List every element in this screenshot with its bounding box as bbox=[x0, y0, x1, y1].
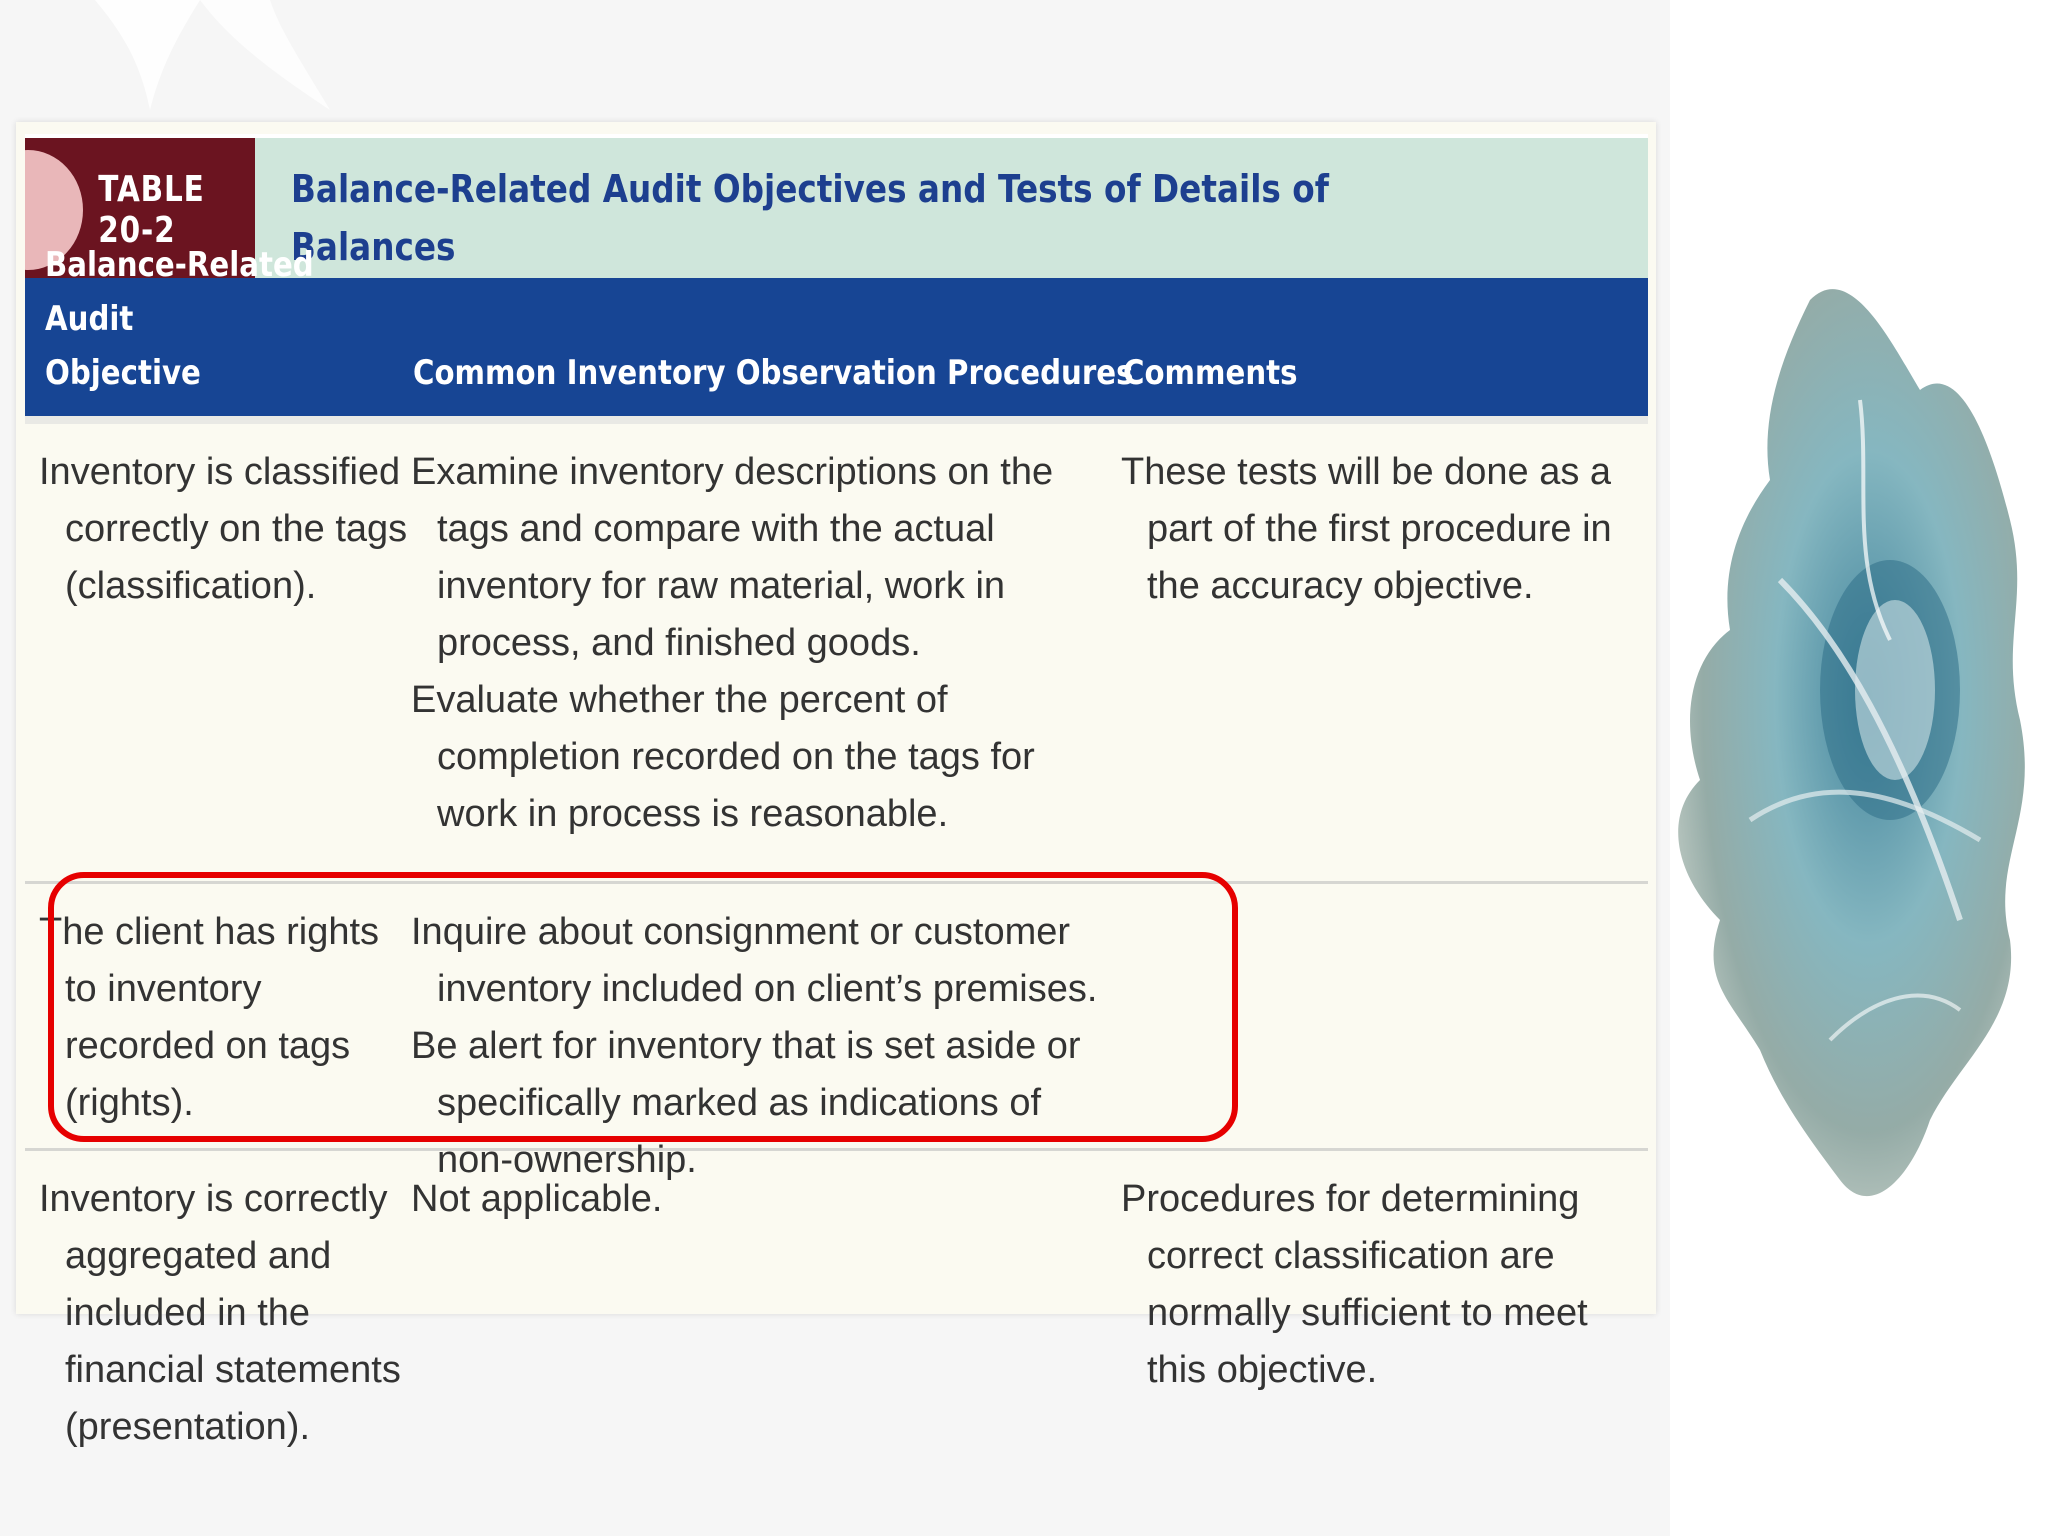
table-20-2 bbox=[16, 122, 1656, 1448]
table-row bbox=[25, 424, 1648, 884]
objective-cell bbox=[39, 444, 409, 615]
procedures-cell bbox=[411, 1171, 1121, 1228]
header-procedures: Common Inventory Observation Procedures bbox=[413, 353, 1134, 393]
comment-text: These tests will be done as a part of the first procedure in the accuracy objective. bbox=[1121, 451, 1612, 607]
header-objective-line-1: Balance-Related Audit bbox=[45, 245, 314, 339]
table-title-line-1: Balance-Related Audit Objectives and Tests of Details of Balances bbox=[291, 167, 1329, 269]
procedure-text: Be alert for inventory that is set aside or specifically marked as indications of non-ownership. bbox=[411, 1025, 1081, 1181]
abstract-paint-splash-icon bbox=[1660, 220, 2040, 1340]
procedure-text: Not applicable. bbox=[411, 1178, 663, 1220]
header-objective-line-2: Objective bbox=[45, 353, 201, 393]
procedure-text: Examine inventory descriptions on the tags and compare with the actual inventory for raw material, work in process, and finished goods. bbox=[411, 451, 1054, 664]
objective-cell bbox=[39, 1171, 409, 1456]
table-row bbox=[25, 884, 1648, 1181]
table-row bbox=[25, 1151, 1648, 1448]
procedures-cell bbox=[411, 904, 1121, 1189]
objective-cell bbox=[39, 904, 409, 1132]
procedure-text: Inquire about consignment or customer inventory included on client’s premises. bbox=[411, 911, 1098, 1010]
comment-text: Procedures for determining correct classification are normally sufficient to meet this objective. bbox=[1121, 1178, 1588, 1391]
header-objective bbox=[45, 238, 337, 400]
objective-text: Inventory is correctly aggregated and included in the financial statements (presentation). bbox=[39, 1178, 401, 1448]
top-left-brush-decoration bbox=[0, 0, 340, 120]
objective-text: Inventory is classified correctly on the tags (classification). bbox=[39, 451, 408, 607]
comments-cell bbox=[1121, 1171, 1631, 1399]
procedure-text: Evaluate whether the percent of completion recorded on the tags for work in process is reasonable. bbox=[411, 679, 1035, 835]
table-number: TABLE 20-2 bbox=[98, 169, 205, 251]
objective-text: The client has rights to inventory recorded on tags (rights). bbox=[39, 911, 380, 1124]
procedures-cell bbox=[411, 444, 1121, 843]
header-comments: Comments bbox=[1123, 353, 1298, 393]
table-header-row bbox=[25, 245, 1648, 424]
comments-cell bbox=[1121, 444, 1631, 615]
